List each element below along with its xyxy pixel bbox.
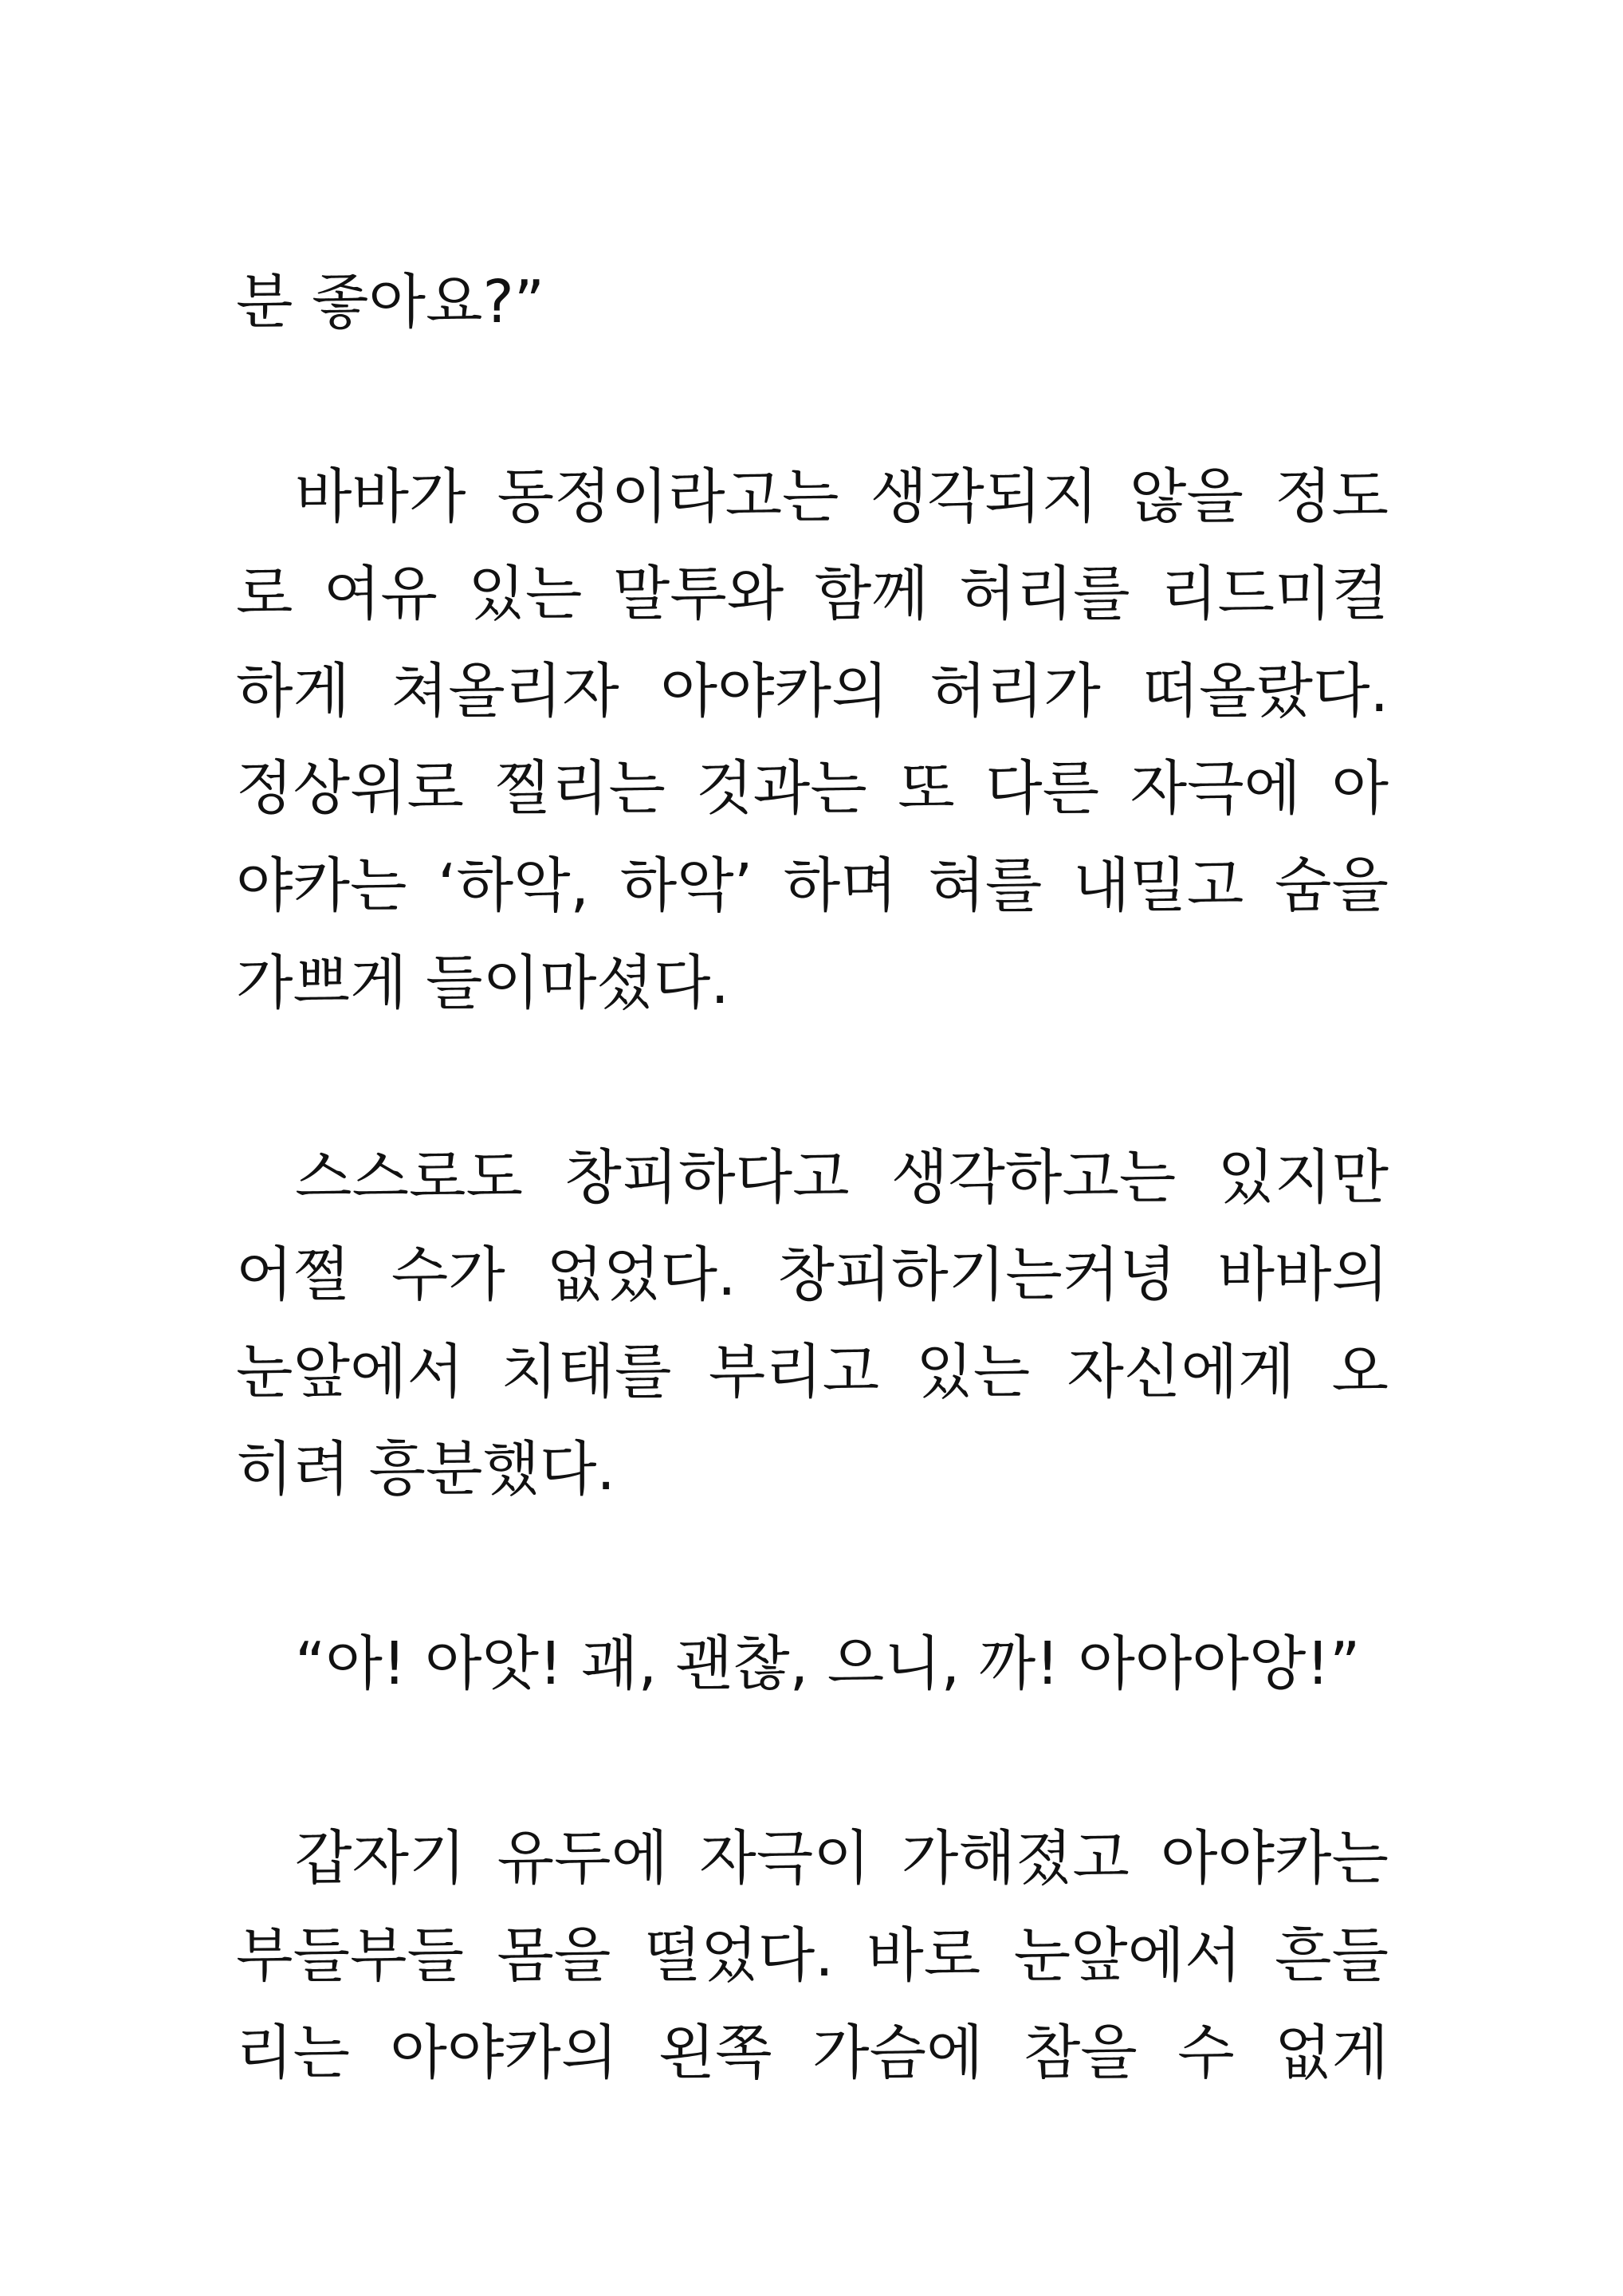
text-line: 스스로도 창피하다고 생각하고는 있지만 (295, 1143, 1389, 1212)
text-line: 히려 흥분했다. (236, 1435, 615, 1504)
text-line: 부들부들 몸을 떨었다. 바로 눈앞에서 흔들 (236, 1921, 1389, 1990)
paragraph-break (236, 1032, 1389, 1129)
paragraph-break (236, 1518, 1389, 1615)
text-line: 하게 쳐올리자 아야카의 허리가 떠올랐다. (236, 657, 1389, 725)
paragraph-break (236, 1712, 1389, 1810)
paragraph-break (236, 351, 1389, 448)
text-line: 로 여유 있는 말투와 함께 허리를 리드미컬 (236, 560, 1389, 628)
text-line: 정상위로 찔리는 것과는 또 다른 자극에 아 (236, 754, 1389, 823)
text-line: 어쩔 수가 없었다. 창피하기는커녕 바바의 (236, 1240, 1389, 1309)
text-line: 리는 아야카의 왼쪽 가슴에 참을 수 없게 (236, 2019, 1389, 2087)
text-line: 야카는 ‘하악, 하악’ 하며 혀를 내밀고 숨을 (236, 851, 1389, 920)
text-line: 바바가 동정이라고는 생각되지 않을 정도 (295, 462, 1389, 531)
text-line: 가쁘게 들이마셨다. (236, 949, 729, 1017)
text-line: 분 좋아요?” (236, 268, 545, 336)
body-text (236, 254, 1389, 2101)
text-line: 눈앞에서 치태를 부리고 있는 자신에게 오 (236, 1338, 1389, 1406)
dialogue-line: “아! 아앗! 괘, 괜찮, 으니, 까! 아아아앙!” (295, 1630, 1361, 1698)
text-line: 갑자기 유두에 자극이 가해졌고 아야카는 (295, 1824, 1389, 1893)
